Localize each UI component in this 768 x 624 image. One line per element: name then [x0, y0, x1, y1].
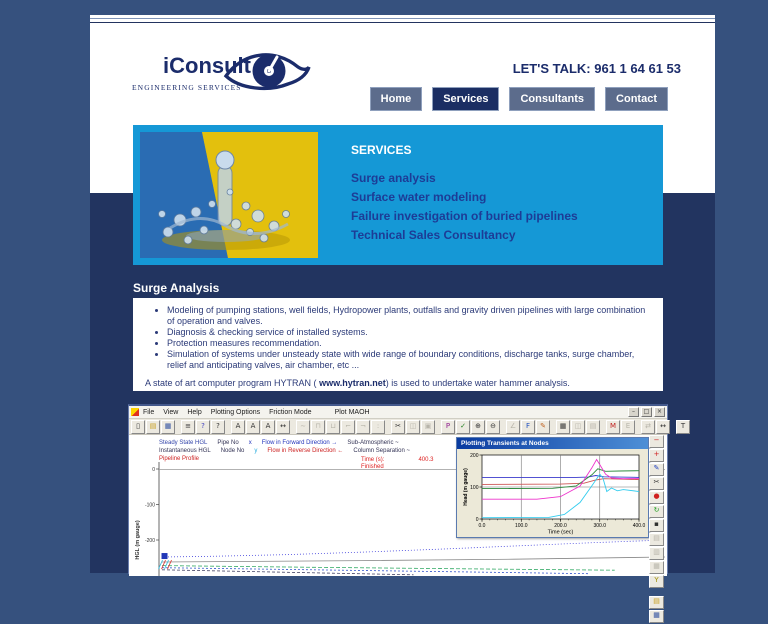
water-splash-image	[140, 132, 318, 258]
svg-text:Time (sec): Time (sec)	[547, 529, 574, 536]
layers-button-icon: ◫	[571, 420, 585, 434]
menu-file[interactable]: File	[143, 408, 155, 416]
legend-label: Flow in Reverse Direction ←	[267, 448, 344, 454]
surge-content-box	[133, 298, 663, 391]
open-button-icon[interactable]: ▤	[649, 596, 664, 609]
legend-label: y	[254, 448, 258, 454]
legend-label: Sub-Atmospheric ~	[347, 440, 399, 446]
nav-contact[interactable]: Contact	[605, 87, 668, 111]
swap-button-icon: ⇄	[641, 420, 655, 434]
grid-button-icon[interactable]: ▦	[556, 420, 570, 434]
svg-text:200.0: 200.0	[554, 523, 567, 529]
legend-label: x	[248, 440, 252, 446]
help-button-icon[interactable]: ?	[196, 420, 210, 434]
hero-service-item: Technical Sales Consultancy	[351, 228, 516, 242]
paste-button-icon: ▣	[421, 420, 435, 434]
grid-button-icon: ▤	[649, 533, 664, 546]
print-button-icon[interactable]: ≡	[181, 420, 195, 434]
svg-text:400.0: 400.0	[632, 523, 646, 529]
surge-bullet: • Modeling of pumping stations, well fields, Hydropower plants, outfalls and gravity driven pipelines with large combination of operation and valves.	[167, 305, 651, 327]
node-b-button-icon[interactable]: A	[246, 420, 260, 434]
closing-line	[145, 378, 651, 389]
legend-label: Steady State HGL	[159, 440, 208, 446]
hero-service-list	[351, 169, 578, 245]
legend-row	[159, 447, 420, 455]
pipe-down-button-icon: ⊔	[326, 420, 340, 434]
filter-button-icon[interactable]: Y	[649, 575, 664, 588]
eye-gauge-icon	[222, 43, 310, 110]
table-button-icon: ▤	[586, 420, 600, 434]
app-menubar	[129, 406, 667, 419]
svg-text:100.0: 100.0	[514, 523, 528, 529]
phone-number[interactable]: LET'S TALK: 961 1 64 61 53	[512, 61, 681, 76]
context-help-button-icon[interactable]: ?	[211, 420, 225, 434]
app-menubar-items	[143, 409, 626, 416]
metric-button-icon[interactable]: M	[606, 420, 620, 434]
logo-tagline: ENGINEERING SERVICES	[132, 83, 242, 92]
legend-label: Instantaneous HGL	[159, 448, 211, 454]
wave-button-icon: ∼	[296, 420, 310, 434]
nav-services[interactable]: Services	[432, 87, 499, 111]
close-icon[interactable]: ×	[654, 407, 665, 417]
legend-label: Column Separation ~	[353, 448, 410, 454]
svg-text:Head (m gauge): Head (m gauge)	[463, 468, 469, 506]
angle-button-icon: ∠	[506, 420, 520, 434]
record-button-icon[interactable]: ●	[649, 491, 664, 504]
legend-label: Pipeline Profile	[159, 456, 200, 462]
status-state: Finished	[361, 464, 384, 470]
hero-service-item: Surface water modeling	[351, 190, 487, 204]
surge-bullet: • Simulation of systems under unsteady state with wide range of boundary conditions, discharge tanks, surge chamber, relief and anticipating valves, air chamber, etc ...	[167, 349, 651, 371]
bend-l-button-icon: ⌐	[341, 420, 355, 434]
page-inner	[90, 23, 715, 619]
app-right-toolbar	[649, 435, 664, 624]
legend-row	[159, 439, 420, 447]
menu-plotting-options[interactable]: Plotting Options	[210, 408, 261, 416]
minimize-icon[interactable]: –	[628, 407, 639, 417]
friction-button-icon[interactable]: F	[521, 420, 535, 434]
time-value: 400.3	[418, 457, 434, 463]
hero-service-item: Failure investigation of buried pipelines	[351, 209, 578, 223]
app-toolbar	[129, 419, 686, 435]
rerun-button-icon[interactable]: ↻	[649, 505, 664, 518]
legend-label: Pipe No	[217, 440, 239, 446]
zoom-in-button-icon[interactable]: ⊕	[471, 420, 485, 434]
svg-text:100: 100	[470, 484, 479, 491]
edit-button-icon[interactable]: ✎	[536, 420, 550, 434]
section-title: Surge Analysis	[133, 281, 220, 295]
add-button-icon[interactable]: +	[649, 449, 664, 462]
hero-service-item: Surge analysis	[351, 171, 436, 185]
menu-view[interactable]: View	[163, 408, 179, 416]
menu-friction-mode[interactable]: Friction Mode	[269, 408, 312, 416]
hytran-app-window	[128, 404, 686, 619]
logo-name: iConsult	[163, 53, 251, 78]
surge-bullet: • Protection measures recommendation.	[167, 338, 651, 349]
save-button-icon[interactable]: ▦	[161, 420, 175, 434]
node-a-button-icon[interactable]: A	[231, 420, 245, 434]
popup-title: Plotting Transients at Nodes	[461, 440, 549, 447]
main-nav	[360, 87, 668, 111]
copy-button-icon: ◫	[406, 420, 420, 434]
open-button-icon[interactable]: ▤	[146, 420, 160, 434]
extend-button-icon[interactable]: ↔	[656, 420, 670, 434]
dots-button-icon: :	[371, 420, 385, 434]
surge-bullet: • Diagnosis & checking service of installed systems.	[167, 327, 651, 338]
time-label: Time (s):	[361, 457, 385, 463]
layers-button-icon: ▥	[649, 547, 664, 560]
english-button-icon: E	[621, 420, 635, 434]
surge-bullet-list	[167, 305, 651, 371]
transients-popup[interactable]	[456, 437, 649, 538]
legend-label: Flow in Forward Direction →	[261, 440, 338, 446]
app-window-controls	[626, 407, 665, 417]
node-button-icon[interactable]: ▪	[649, 519, 664, 532]
svg-text:0.0: 0.0	[478, 523, 486, 529]
draw-button-icon[interactable]: ✎	[649, 463, 664, 476]
text-button-icon[interactable]: T	[676, 420, 690, 434]
closing-prefix: A state of art computer program HYTRAN (	[145, 378, 320, 388]
svg-text:200: 200	[470, 452, 479, 459]
restore-icon[interactable]: □	[641, 407, 652, 417]
save-button-icon[interactable]: ▦	[649, 610, 664, 623]
svg-text:HGL (m gauge): HGL (m gauge)	[135, 520, 141, 560]
svg-text:0: 0	[152, 467, 155, 473]
legend-label: Node No	[220, 448, 245, 454]
toolbar-gap	[649, 589, 664, 596]
logo[interactable]	[130, 47, 310, 111]
simulation-status	[361, 457, 433, 471]
svg-text:300.0: 300.0	[593, 523, 607, 529]
pipe-up-button-icon: ⊓	[311, 420, 325, 434]
popup-title-bar[interactable]	[457, 438, 648, 449]
menu-plot-maoh[interactable]: Plot MAOH	[334, 408, 370, 416]
check-button-icon[interactable]: ✓	[456, 420, 470, 434]
hytran-app-icon	[131, 408, 139, 416]
hero-heading: SERVICES	[351, 143, 412, 157]
cut-button-icon[interactable]: ✂	[391, 420, 405, 434]
bend-r-button-icon: ¬	[356, 420, 370, 434]
hytran-link[interactable]: www.hytran.net	[319, 378, 386, 388]
svg-text:-100: -100	[144, 502, 155, 509]
pump-button-icon[interactable]: P	[441, 420, 455, 434]
stretch-button-icon[interactable]: ↔	[276, 420, 290, 434]
cut-button-icon[interactable]: ✂	[649, 477, 664, 490]
new-button-icon[interactable]: ▯	[131, 420, 145, 434]
svg-text:0: 0	[475, 516, 479, 523]
top-stripes-band	[90, 15, 715, 23]
remove-button-icon[interactable]: −	[649, 435, 664, 448]
svg-text:-200: -200	[144, 538, 155, 544]
node-c-button-icon[interactable]: A	[261, 420, 275, 434]
nav-home[interactable]: Home	[370, 87, 423, 111]
nav-consultants[interactable]: Consultants	[509, 87, 595, 111]
app-client-area	[129, 435, 667, 619]
menu-help[interactable]: Help	[187, 408, 202, 416]
closing-suffix: ) is used to undertake water hammer analysis.	[385, 378, 570, 388]
transients-chart	[460, 451, 645, 537]
zoom-out-button-icon[interactable]: ⊖	[486, 420, 500, 434]
hero-banner	[133, 125, 663, 265]
table-button-icon: ▦	[649, 561, 664, 574]
